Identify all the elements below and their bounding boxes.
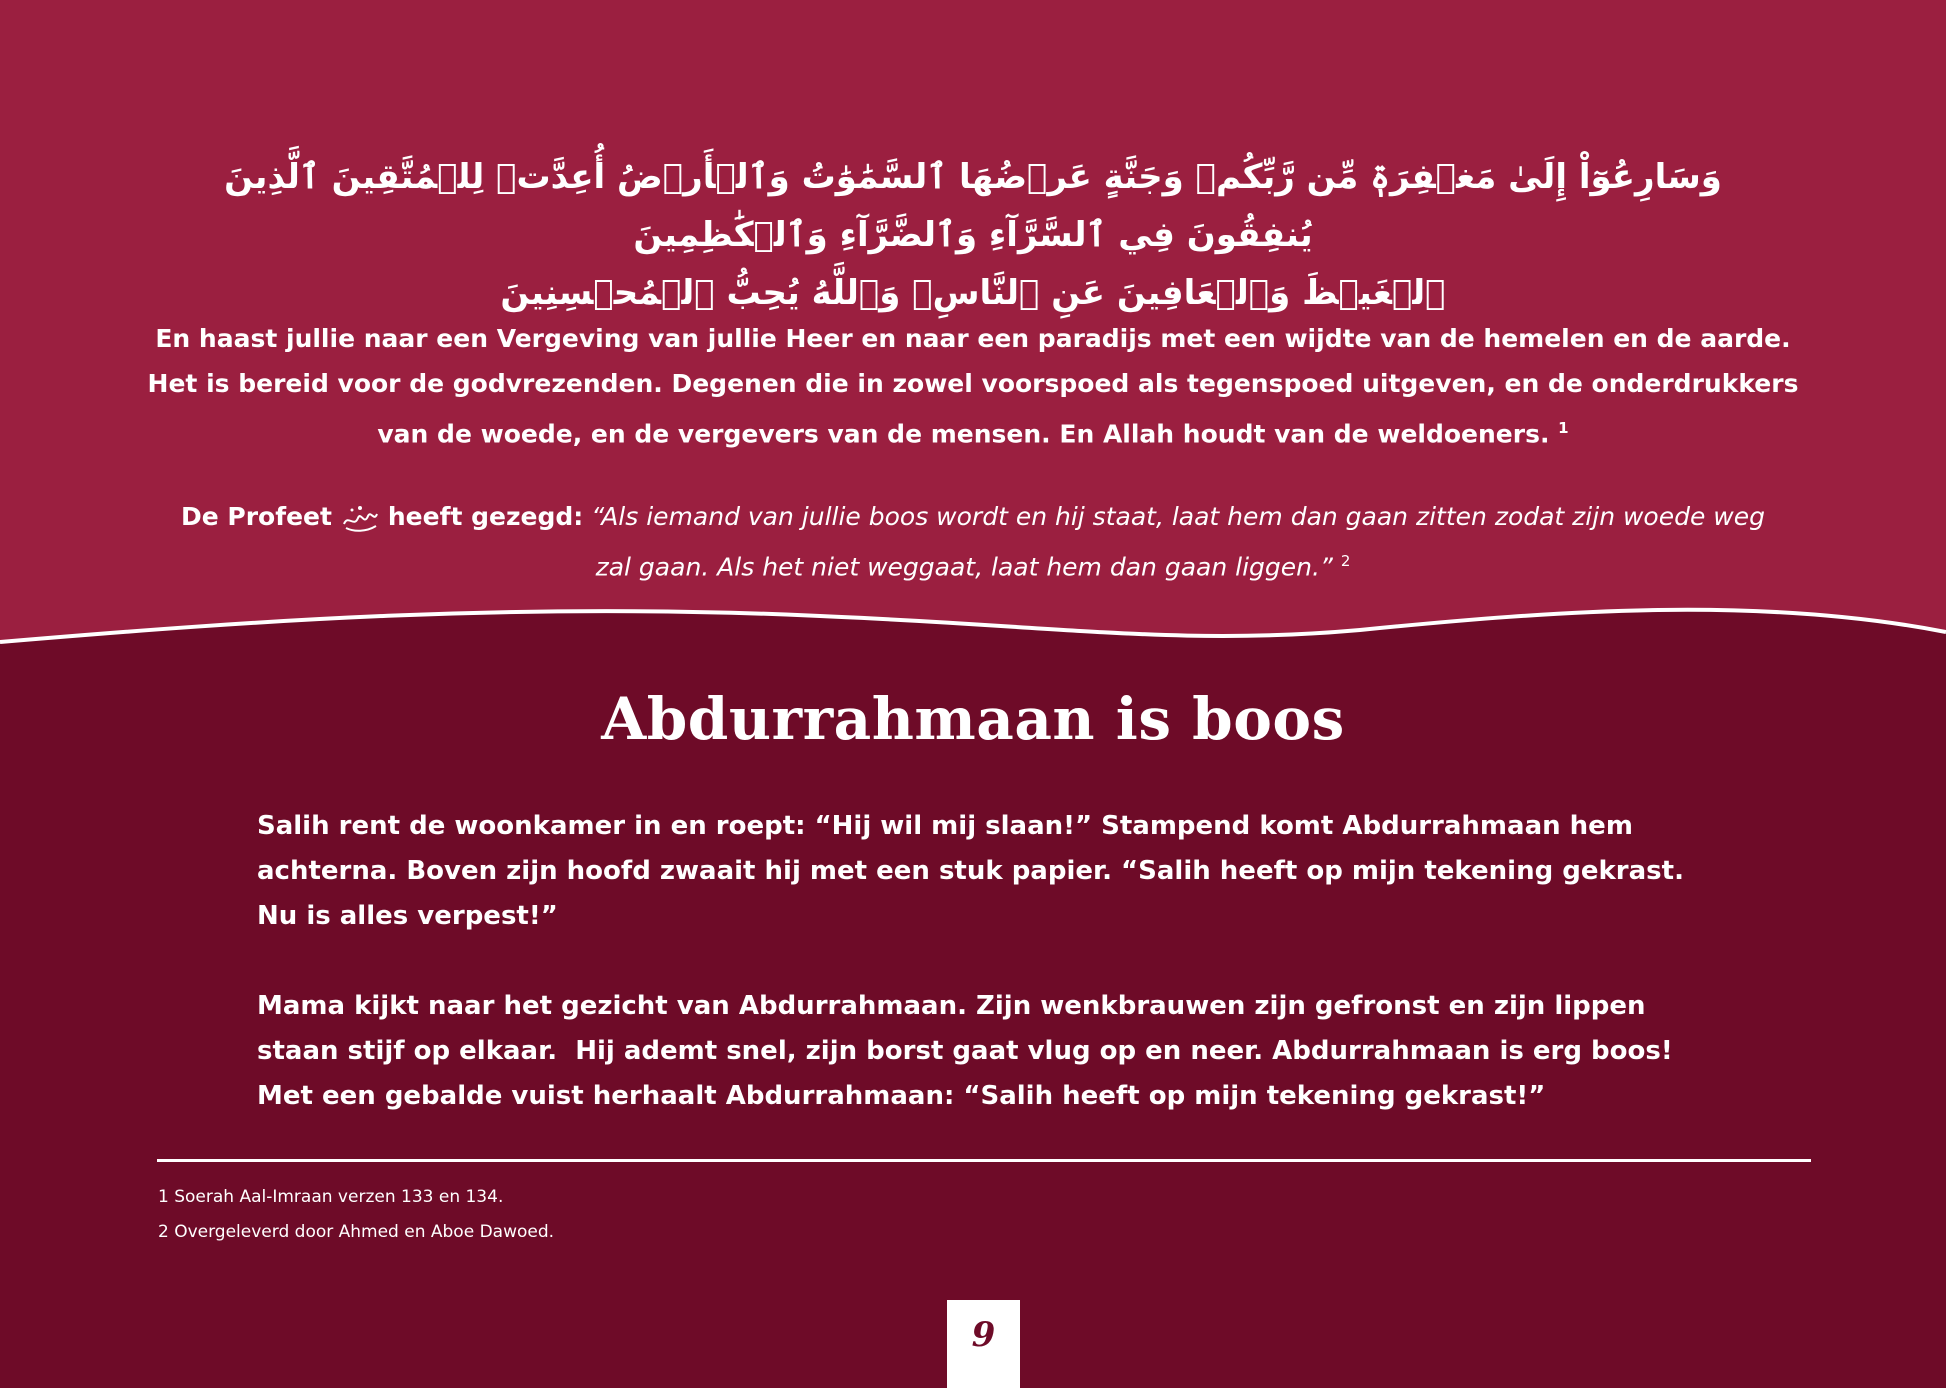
translation-line-3: van de woede, en de vergevers van de mensen. En Allah houdt van de weldoeners. <box>377 419 1550 449</box>
verse-translation <box>140 316 1806 456</box>
footnote-2: 2 Overgeleverd door Ahmed en Aboe Dawoed. <box>158 1222 555 1242</box>
footnote-ref-2: 2 <box>1340 552 1351 570</box>
story-title: Abdurrahmaan is boos <box>601 685 1345 753</box>
story-body <box>257 804 1727 1164</box>
hadith-lead-said: heeft gezegd: <box>387 502 584 531</box>
hadith-quote <box>180 494 1766 589</box>
footnote-divider <box>157 1159 1811 1162</box>
arabic-verse <box>160 148 1786 322</box>
footnotes <box>158 1180 554 1250</box>
footnote-1: 1 Soerah Aal-Imraan verzen 133 en 134. <box>158 1187 504 1207</box>
translation-line-2: Het is bereid voor de godvrezenden. Degenen die in zowel voorspoed als tegenspoed uitgeven, en de onderdrukkers <box>147 369 1799 398</box>
story-paragraph-1: Salih rent de woonkamer in en roept: “Hij wil mij slaan!” Stampend komt Abdurrahmaan hem achterna. Boven zijn hoofd zwaait hij met een stuk papier. “Salih heeft op mijn tekening gekrast. Nu is alles verpest!” <box>257 811 1694 931</box>
story-paragraph-2: Mama kijkt naar het gezicht van Abdurrahmaan. Zijn wenkbrauwen zijn gefronst en zijn lippen staan stijf op elkaar. Hij ademt snel, zijn borst gaat vlug op en neer. Abdurrahmaan is erg boos! Met een gebalde vuist herhaalt Abdurrahmaan: “Salih heeft op mijn tekening gekrast!” <box>257 991 1682 1111</box>
arabic-verse-line-1: وَسَارِعُوٓاْ إِلَىٰ مَغۡفِرَةٖ مِّن رَّبِّكُمۡ وَجَنَّةٍ عَرۡضُهَا ٱلسَّمَٰوَٰتُ وَٱلۡأَرۡضُ أُعِدَّتۡ لِلۡمُتَّقِينَ ٱلَّذِينَ يُنفِقُونَ فِي ٱلسَّرَّآءِ وَٱلضَّرَّآءِ وَٱلۡكَٰظِمِينَ <box>224 157 1722 255</box>
wave-divider <box>0 580 1946 690</box>
hadith-lead-prophet: De Profeet <box>180 502 332 531</box>
salutation-calligraphy-icon <box>340 502 380 534</box>
footnote-ref-1: 1 <box>1558 419 1569 437</box>
hadith-text: “Als iemand van jullie boos wordt en hij staat, laat hem dan gaan zitten zodat zijn woede weg zal gaan. Als het niet weggaat, laat hem dan gaan liggen.” <box>591 502 1765 582</box>
translation-line-1: En haast jullie naar een Vergeving van jullie Heer en naar een paradijs met een wijdte van de hemelen en de aarde. <box>155 324 1791 353</box>
page-number: 9 <box>947 1300 1020 1388</box>
arabic-verse-line-2: ٱلۡغَيۡظَ وَٱلۡعَافِينَ عَنِ ٱلنَّاسِۗ وَٱللَّهُ يُحِبُّ ٱلۡمُحۡسِنِينَ <box>500 273 1446 313</box>
